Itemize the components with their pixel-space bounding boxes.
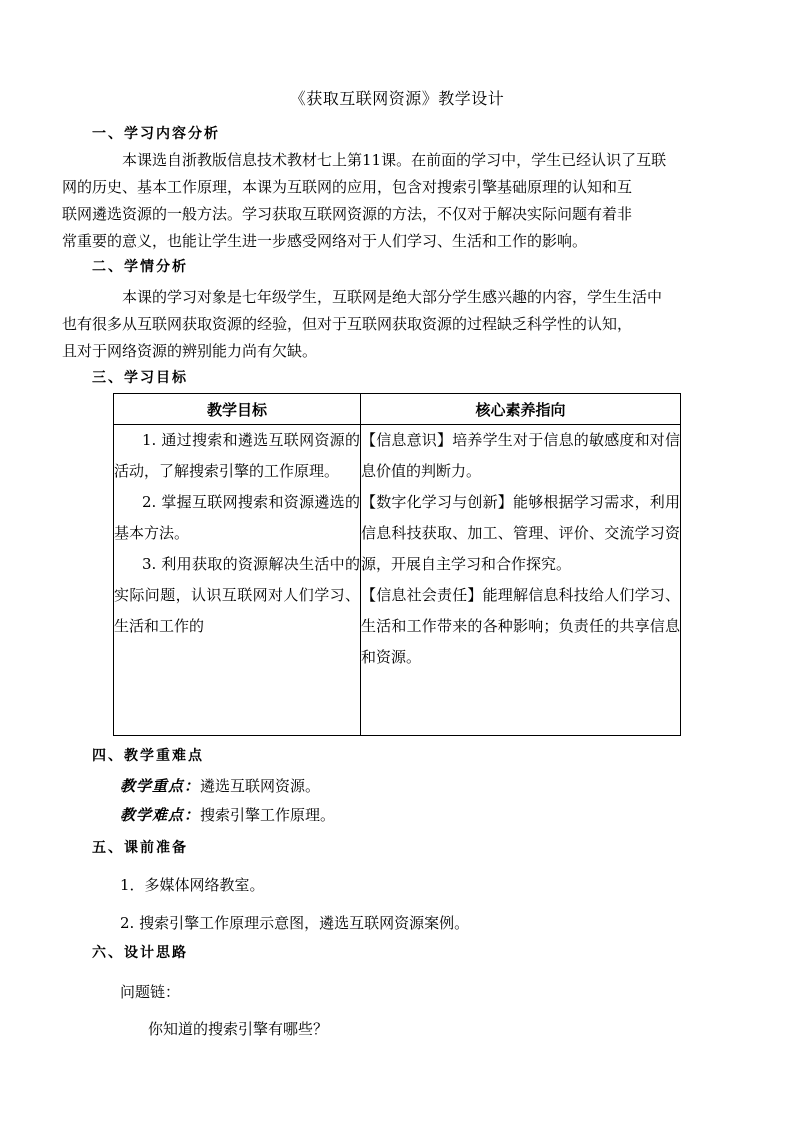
literacy-item: 【信息社会责任】能理解信息科技给人们学习、生活和工作带来的各种影响；负责任的共享信息和资源。 — [361, 586, 680, 666]
paragraph-line: 本课的学习对象是七年级学生，互联网是绝大部分学生感兴趣的内容，学生生活中 — [122, 288, 663, 306]
paragraph-line: 也有很多从互联网获取资源的经验，但对于互联网获取资源的过程缺乏科学性的认知， — [62, 315, 633, 333]
preparation-item: 1．多媒体网络教室。 — [120, 876, 265, 894]
document-title: 《获取互联网资源》教学设计 — [289, 89, 505, 108]
table-row — [114, 425, 681, 736]
literacy-item: 【信息意识】培养学生对于信息的敏感度和对信息价值的判断力。 — [361, 431, 680, 480]
paragraph-line: 且对于网络资源的辨别能力尚有欠缺。 — [62, 342, 318, 360]
table-header-teaching-goals: 教学目标 — [114, 394, 361, 425]
paragraph-content-analysis — [62, 147, 692, 255]
paragraph-line: 联网遴选资源的一般方法。学习获取互联网资源的方法，不仅对于解决实际问题有着非 — [62, 205, 633, 223]
section-heading-preparation: 五、课前准备 — [92, 840, 188, 856]
difficulty-label: 教学难点： — [120, 806, 201, 824]
goal-item: 3. 利用获取的资源解决生活中的实际问题，认识互联网对人们学习、生活和工作的 — [114, 555, 360, 635]
section-heading-key-points: 四、教学重难点 — [92, 748, 204, 764]
table-header-core-literacy: 核心素养指向 — [361, 394, 681, 425]
literacy-item: 【数字化学习与创新】能够根据学习需求，利用信息科技获取、加工、管理、评价、交流学习资源，开展自主学习和合作探究。 — [361, 493, 680, 573]
preparation-item: 2. 搜索引擎工作原理示意图，遴选互联网资源案例。 — [120, 914, 470, 932]
goal-item: 1. 通过搜索和遴选互联网资源的活动，了解搜索引擎的工作原理。 — [114, 431, 360, 480]
teaching-goals-cell — [114, 425, 361, 736]
key-point-text: 遴选互联网资源。 — [200, 777, 321, 795]
paragraph-learner-analysis — [62, 284, 692, 365]
section-heading-learner-analysis: 二、学情分析 — [92, 259, 188, 275]
question-chain-label: 问题链： — [120, 983, 181, 1001]
core-literacy-cell — [361, 425, 681, 736]
learning-goals-table — [113, 393, 681, 736]
paragraph-line: 本课选自浙教版信息技术教材七上第11课。在前面的学习中，学生已经认识了互联 — [122, 151, 667, 169]
goal-item: 2. 掌握互联网搜索和资源遴选的基本方法。 — [114, 493, 360, 542]
section-heading-design-idea: 六、设计思路 — [92, 945, 188, 961]
key-point-label: 教学重点： — [120, 777, 201, 795]
table-header-row — [114, 394, 681, 425]
question-item: 你知道的搜索引擎有哪些？ — [148, 1020, 329, 1038]
section-heading-learning-goals: 三、学习目标 — [92, 370, 188, 386]
section-heading-content-analysis: 一、学习内容分析 — [92, 126, 220, 142]
difficulty-line — [120, 804, 335, 825]
paragraph-line: 常重要的意义，也能让学生进一步感受网络对于人们学习、生活和工作的影响。 — [62, 232, 588, 250]
key-point-line — [120, 775, 320, 796]
paragraph-line: 网的历史、基本工作原理，本课为互联网的应用，包含对搜索引擎基础原理的认知和互 — [62, 178, 633, 196]
difficulty-text: 搜索引擎工作原理。 — [200, 806, 336, 824]
